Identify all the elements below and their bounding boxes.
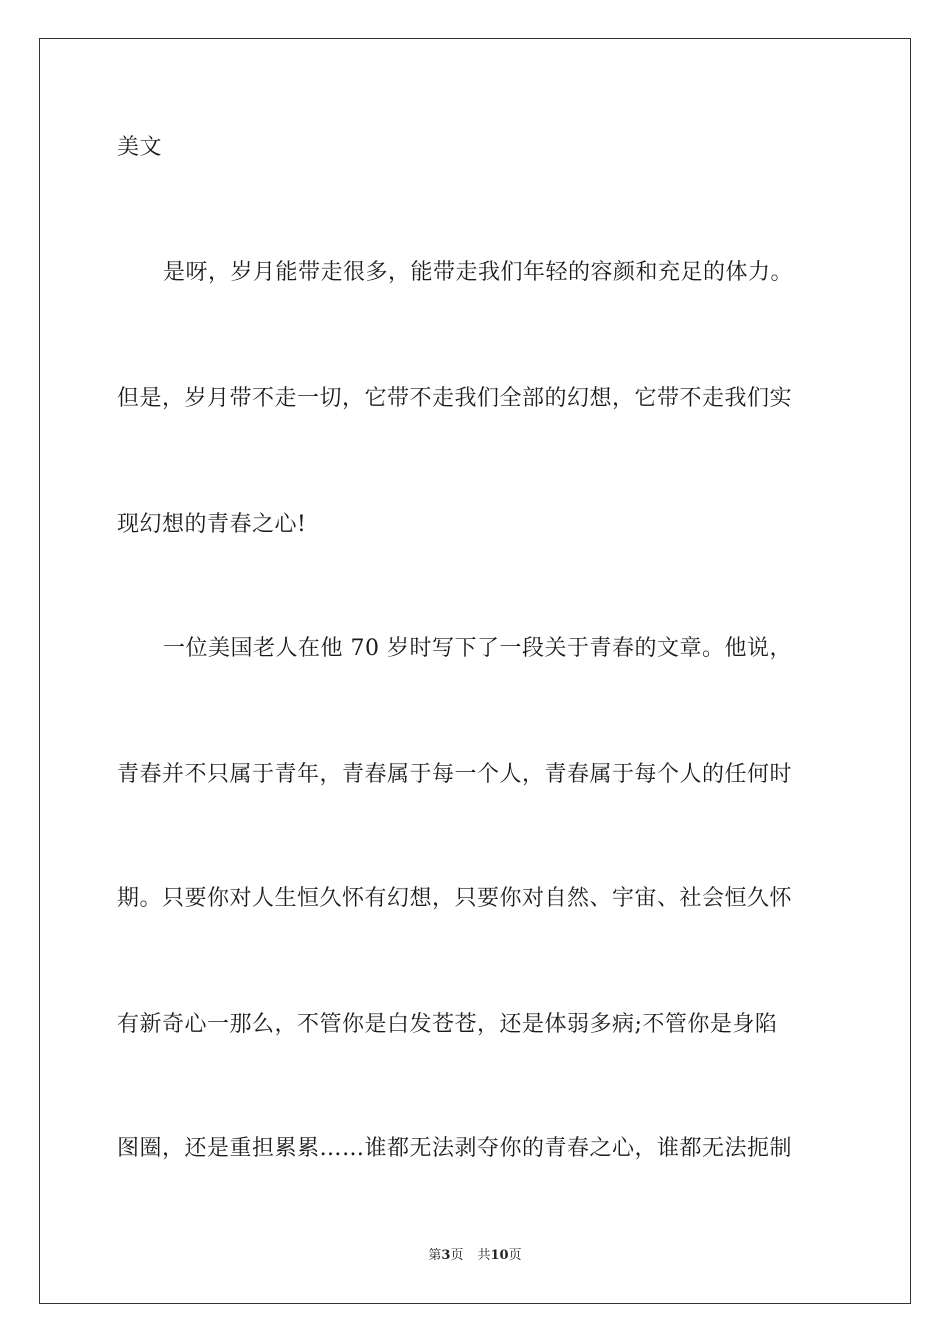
text-line-1: 美文	[117, 135, 163, 160]
footer-page-prefix: 第	[428, 1248, 442, 1263]
footer-total-prefix: 共	[477, 1248, 491, 1263]
text-line-4: 现幻想的青春之心!	[117, 512, 307, 537]
text-line-5: 一位美国老人在他 70 岁时写下了一段关于青春的文章。他说，	[163, 636, 792, 661]
page-footer	[0, 1247, 950, 1265]
footer-total-pages: 10	[490, 1248, 509, 1263]
footer-total-suffix: 页	[508, 1248, 522, 1263]
text-line-7: 期。只要你对人生恒久怀有幻想，只要你对自然、宇宙、社会恒久怀	[117, 886, 793, 911]
text-line-2: 是呀，岁月能带走很多，能带走我们年轻的容颜和充足的体力。	[163, 260, 794, 285]
page-border	[39, 38, 911, 1304]
text-line-3: 但是，岁月带不走一切，它带不走我们全部的幻想，它带不走我们实	[117, 386, 793, 411]
footer-page-number: 3	[441, 1248, 451, 1263]
text-line-8: 有新奇心一那么，不管你是白发苍苍，还是体弱多病;不管你是身陷	[117, 1012, 778, 1037]
text-line-9: 图圈，还是重担累累……谁都无法剥夺你的青春之心，谁都无法扼制	[117, 1136, 793, 1161]
footer-page-suffix: 页	[450, 1248, 464, 1263]
text-line-6: 青春并不只属于青年，青春属于每一个人，青春属于每个人的任何时	[117, 762, 793, 787]
